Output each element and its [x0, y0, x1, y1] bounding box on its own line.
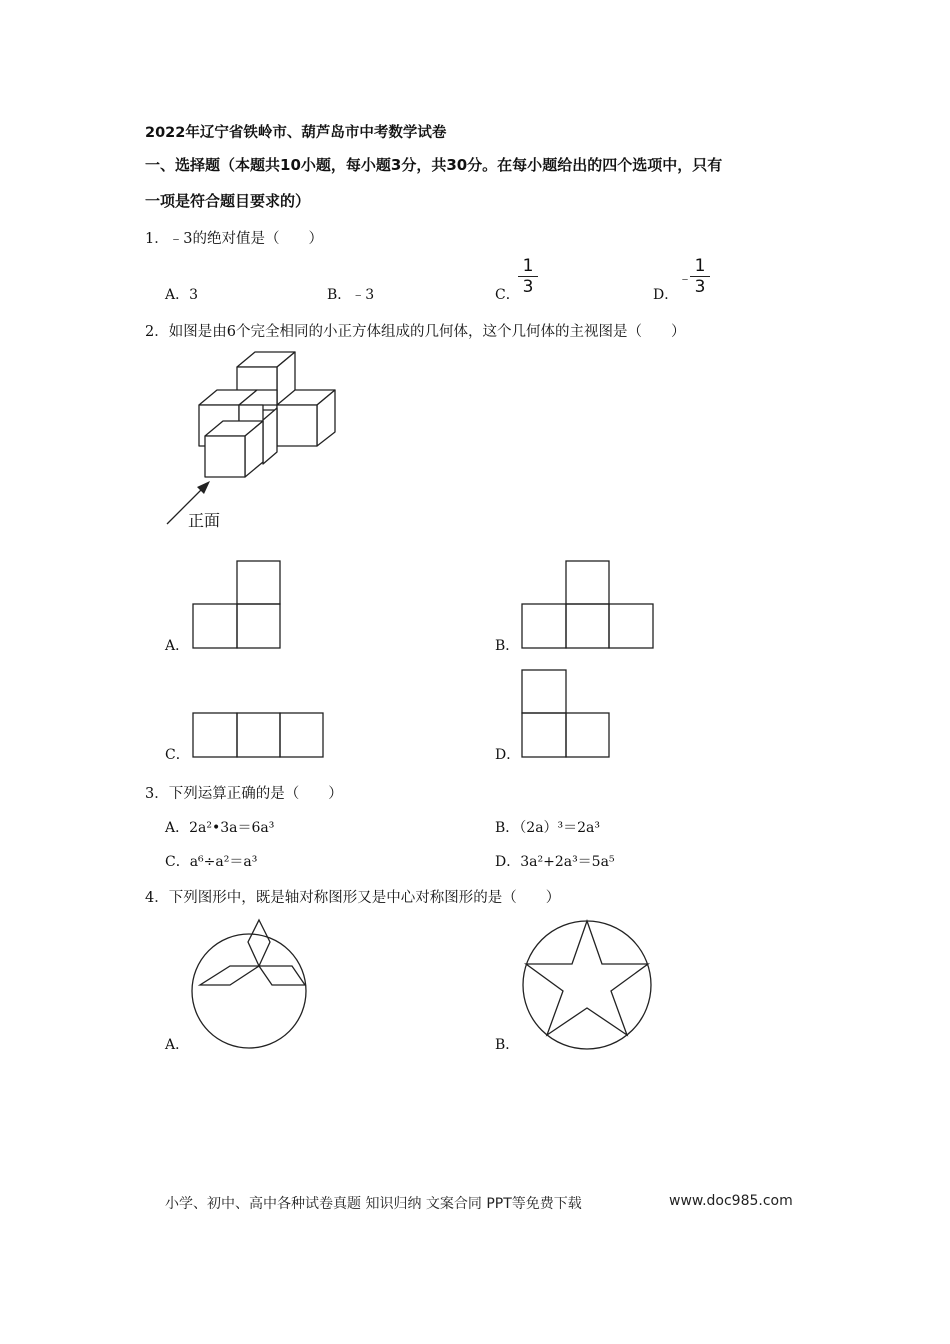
- q2-option-a-label: A．: [165, 638, 190, 654]
- q2-option-d-label: D．: [495, 747, 521, 763]
- q1-stem: 1．﹣3的绝对值是（ ）: [145, 231, 323, 247]
- q3-option-d: D．3a²+2a³＝5a⁵: [495, 854, 615, 870]
- footer-url[interactable]: www.doc985.com: [669, 1193, 793, 1209]
- q2-option-c-label: C．: [165, 747, 190, 763]
- q1-d-denominator: 3: [694, 277, 706, 297]
- q3-option-b: B．（2a）³＝2a³: [495, 820, 601, 836]
- footer-text: 小学、初中、高中各种试卷真题 知识归纳 文案合同 PPT等免费下载: [165, 1196, 582, 1212]
- q2-option-b-label: B．: [495, 638, 520, 654]
- exam-title: 2022年辽宁省铁岭市、葫芦岛市中考数学试卷: [145, 125, 447, 141]
- q2-option-c-figure: [193, 713, 323, 757]
- q1-c-numerator: 1: [518, 256, 538, 277]
- q1-option-d-label: D．: [653, 287, 679, 303]
- q2-option-d-figure: [522, 670, 609, 757]
- q1-option-c-label: C．: [495, 287, 520, 303]
- q1-option-d-sign: ﹣: [678, 271, 692, 287]
- section-header-line2: 一项是符合题目要求的）: [145, 192, 311, 210]
- q1-d-numerator: 1: [690, 256, 710, 277]
- q4-option-a-figure: [192, 920, 306, 1048]
- section-header-line1: 一、选择题（本题共10小题，每小题3分，共30分。在每小题给出的四个选项中，只有: [145, 156, 723, 174]
- q3-option-a: A．2a²•3a＝6a³: [165, 820, 275, 836]
- q4-option-b-figure: [523, 921, 651, 1049]
- q2-option-b-figure: [522, 561, 653, 648]
- q1-option-a: A．3: [165, 287, 199, 303]
- q1-c-denominator: 3: [522, 277, 534, 297]
- q2-option-a-figure: [193, 561, 280, 648]
- q3-stem: 3．下列运算正确的是（ ）: [145, 786, 343, 802]
- q3-option-c: C．a⁶÷a²＝a³: [165, 854, 258, 870]
- q4-option-b-label: B．: [495, 1037, 520, 1053]
- q2-cube-solid-figure: [199, 352, 335, 477]
- q1-option-b: B．﹣3: [327, 287, 375, 303]
- front-view-label: 正面: [188, 511, 221, 530]
- q4-stem: 4．下列图形中，既是轴对称图形又是中心对称图形的是（ ）: [145, 890, 561, 906]
- q2-stem: 2．如图是由6个完全相同的小正方体组成的几何体，这个几何体的主视图是（ ）: [145, 324, 686, 340]
- q4-option-a-label: A．: [165, 1037, 190, 1053]
